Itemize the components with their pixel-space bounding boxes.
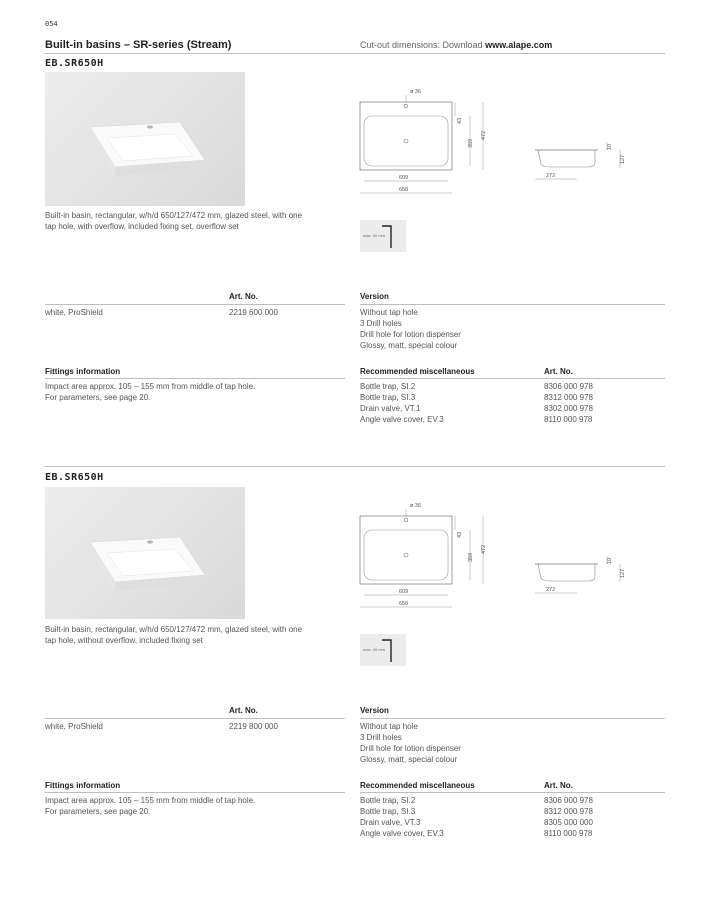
version-item: Drill hole for lotion dispenser: [360, 330, 461, 339]
misc-item-art: 8312 000 978: [544, 393, 593, 402]
fittings-line: For parameters, see page 20.: [45, 807, 151, 816]
dim-43: 43: [457, 117, 463, 124]
misc-item-name: Angle valve cover, EV.3: [360, 829, 444, 838]
misc-header: Recommended miscellaneous: [360, 781, 475, 790]
divider: [360, 304, 665, 305]
dim-359: 359: [468, 138, 474, 148]
dim-609: 609: [399, 175, 409, 181]
version-item: Glossy, matt, special colour: [360, 755, 458, 764]
fittings-header: Fittings information: [45, 367, 121, 376]
fittings-text: [45, 381, 255, 403]
dim-10: 10: [607, 143, 613, 150]
misc-art-header: Art. No.: [544, 781, 573, 790]
dim-127: 127: [620, 154, 626, 164]
product-description: [45, 625, 302, 646]
misc-item-art: 8302 000 978: [544, 404, 593, 413]
basin-photo-illustration: [45, 487, 245, 619]
dimension-drawing: [355, 496, 635, 616]
version-list: [360, 307, 461, 351]
fittings-line: For parameters, see page 20.: [45, 393, 151, 402]
variant-name: white, ProShield: [45, 722, 103, 731]
misc-art-header: Art. No.: [544, 367, 573, 376]
misc-item-art: 8312 000 978: [544, 807, 593, 816]
dim-650: 650: [399, 187, 409, 193]
version-item: 3 Drill holes: [360, 733, 402, 742]
mounting-mark-label: max. 40 mm: [363, 233, 386, 238]
product-code: EB.SR650H: [45, 472, 104, 483]
dim-650: 650: [399, 601, 409, 607]
misc-item-name: Bottle trap, SI.3: [360, 393, 416, 402]
basin-photo-illustration: [45, 72, 245, 206]
dim-472: 472: [481, 130, 487, 140]
divider: [360, 378, 665, 379]
divider: [45, 718, 345, 719]
description-line: tap hole, without overflow, included fixing set: [45, 635, 203, 645]
misc-item-name: Drain valve, VT.1: [360, 404, 421, 413]
fittings-header: Fittings information: [45, 781, 121, 790]
dim-127: 127: [620, 568, 626, 578]
misc-names: [360, 381, 444, 425]
misc-item-art: 8110 000 978: [544, 829, 593, 838]
misc-item-name: Drain valve, VT.3: [360, 818, 421, 827]
version-header: Version: [360, 292, 389, 301]
cutout-prefix: Cut-out dimensions: Download: [360, 40, 486, 50]
page-number: 054: [45, 20, 58, 28]
product-photo: [45, 487, 245, 619]
product-photo: [45, 72, 245, 206]
dim-609: 609: [399, 589, 409, 595]
article-number: 2219 800 000: [229, 722, 278, 731]
version-item: Without tap hole: [360, 308, 418, 317]
divider: [360, 718, 665, 719]
misc-item-art: 8110 000 978: [544, 415, 593, 424]
product-description: [45, 211, 302, 232]
fittings-line: Impact area approx. 105 – 155 mm from middle of tap hole.: [45, 382, 256, 391]
misc-item-art: 8306 000 978: [544, 382, 593, 391]
dim-472: 472: [481, 544, 487, 554]
cutout-link[interactable]: www.alape.com: [485, 40, 553, 50]
divider: [45, 378, 345, 379]
header-divider: [45, 53, 665, 54]
misc-arts: [544, 795, 593, 839]
art-no-header: Art. No.: [229, 706, 258, 715]
version-item: Glossy, matt, special colour: [360, 341, 458, 350]
divider: [45, 304, 345, 305]
product-code: EB.SR650H: [45, 58, 104, 69]
article-number: 2219 600 000: [229, 308, 278, 317]
misc-item-name: Bottle trap, SI.3: [360, 807, 416, 816]
description-line: tap hole, with overflow, included fixing set, overflow set: [45, 221, 239, 231]
divider: [45, 792, 345, 793]
misc-header: Recommended miscellaneous: [360, 367, 475, 376]
dim-43: 43: [457, 531, 463, 538]
page-title: Built-in basins – SR-series (Stream): [45, 39, 232, 51]
art-no-header: Art. No.: [229, 292, 258, 301]
cutout-note: [360, 40, 552, 50]
dim-272: 272: [546, 587, 556, 593]
fittings-line: Impact area approx. 105 – 155 mm from middle of tap hole.: [45, 796, 256, 805]
mounting-mark: [360, 634, 406, 666]
dim-10: 10: [607, 557, 613, 564]
variant-name: white, ProShield: [45, 308, 103, 317]
dim-hole: ø 36: [410, 89, 422, 95]
mounting-mark-label: max. 40 mm: [363, 647, 386, 652]
mounting-mark: [360, 220, 406, 252]
misc-item-name: Angle valve cover, EV.3: [360, 415, 444, 424]
misc-item-art: 8306 000 978: [544, 796, 593, 805]
misc-item-name: Bottle trap, SI.2: [360, 796, 416, 805]
misc-names: [360, 795, 444, 839]
dim-359: 359: [468, 552, 474, 562]
version-item: 3 Drill holes: [360, 319, 402, 328]
dimension-drawing: [355, 82, 635, 202]
description-line: Built-in basin, rectangular, w/h/d 650/127/472 mm, glazed steel, with one: [45, 625, 303, 634]
version-item: Drill hole for lotion dispenser: [360, 744, 461, 753]
version-header: Version: [360, 706, 389, 715]
version-item: Without tap hole: [360, 722, 418, 731]
fittings-text: [45, 795, 255, 817]
misc-item-name: Bottle trap, SI.2: [360, 382, 416, 391]
divider: [360, 792, 665, 793]
misc-item-art: 8305 000 000: [544, 818, 593, 827]
version-list: [360, 721, 461, 765]
description-line: Built-in basin, rectangular, w/h/d 650/127/472 mm, glazed steel, with one: [45, 211, 303, 220]
misc-arts: [544, 381, 593, 425]
dim-272: 272: [546, 173, 556, 179]
dim-hole: ø 36: [410, 503, 422, 509]
section-divider: [45, 466, 665, 467]
